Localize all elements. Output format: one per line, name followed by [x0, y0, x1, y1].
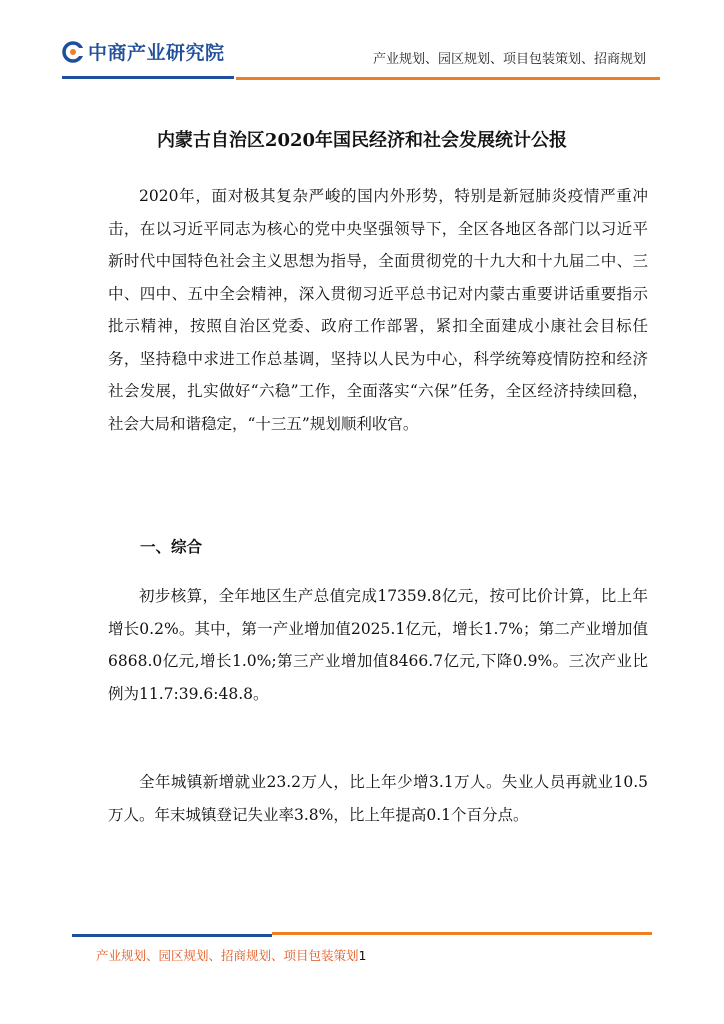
- header-divider-orange: [236, 77, 660, 80]
- header-tagline: 产业规划、园区规划、项目包装策划、招商规划: [372, 52, 646, 67]
- footer-tagline: 产业规划、园区规划、招商规划、项目包装策划: [96, 948, 359, 963]
- logo-text: 中商产业研究院: [88, 42, 225, 64]
- page-footer: [96, 946, 366, 964]
- company-logo: [62, 38, 225, 65]
- header-divider-blue: [62, 76, 234, 79]
- gdp-paragraph: 初步核算，全年地区生产总值完成17359.8亿元，按可比价计算，比上年增长0.2%。其中，第一产业增加值2025.1亿元，增长1.7%；第二产业增加值6868.0亿元,增长1.0%;第三产业增加值8466.7亿元,下降0.9%。三次产业比例为11.7:39.6:48.8。: [108, 587, 648, 703]
- section-heading: 一、综合: [140, 538, 203, 556]
- employment-paragraph: 全年城镇新增就业23.2万人，比上年少增3.1万人。失业人员再就业10.5万人。年末城镇登记失业率3.8%，比上年提高0.1个百分点。: [108, 773, 648, 824]
- page-header: [0, 0, 724, 90]
- intro-paragraph: 2020年，面对极其复杂严峻的国内外形势，特别是新冠肺炎疫情严重冲击，在以习近平同志为核心的党中央坚强领导下，全区各地区各部门以习近平新时代中国特色社会主义思想为指导，全面贯彻党的十九大和十九届二中、三中、四中、五中全会精神，深入贯彻习近平总书记对内蒙古重要讲话重要指示批示精神，按照自治区党委、政府工作部署，紧扣全面建成小康社会目标任务，坚持稳中求进工作总基调，坚持以人民为中心，科学统筹疫情防控和经济社会发展，扎实做好“六稳”工作，全面落实“六保”任务，全区经济持续回稳，社会大局和谐稳定，“十三五”规划顺利收官。: [108, 187, 648, 433]
- footer-divider-blue: [72, 934, 272, 937]
- footer-divider-orange: [272, 932, 652, 935]
- document-title: 内蒙古自治区2020年国民经济和社会发展统计公报: [156, 130, 568, 151]
- logo-icon: [62, 41, 84, 63]
- page-number: 1: [358, 948, 367, 963]
